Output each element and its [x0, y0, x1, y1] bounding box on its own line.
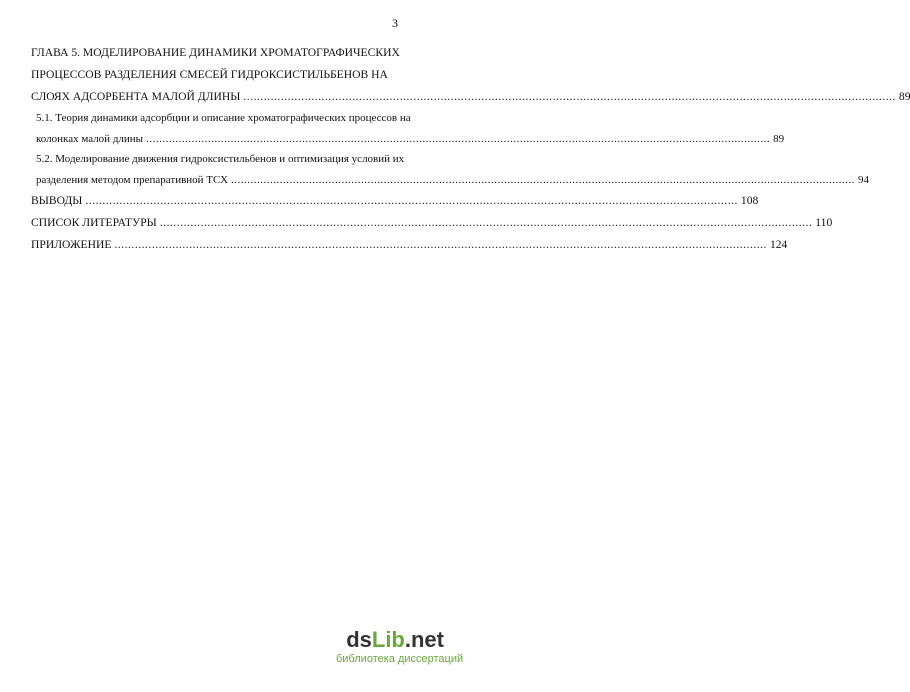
toc-entry-text: ВЫВОДЫ [31, 194, 83, 207]
toc-page-number: 124 [769, 238, 788, 251]
toc-page-number: 89 [773, 132, 785, 145]
toc-entry-chapter-5 [31, 42, 910, 108]
dot-leader [146, 129, 770, 150]
toc-page-number: 89 [898, 90, 910, 103]
toc-entry-appendix [31, 234, 788, 256]
toc-page-number: 94 [858, 173, 870, 186]
toc-entry-references [31, 212, 833, 234]
toc-entry-text: ПРОЦЕССОВ РАЗДЕЛЕНИЯ СМЕСЕЙ ГИДРОКСИСТИЛЬБЕНОВ НА [31, 68, 388, 81]
page-number: 3 [392, 16, 398, 30]
toc-entry-text: 5.1. Теория динамики адсорбции и описание хроматографических процессов на [36, 112, 411, 124]
toc-entry-text: колонках малой длины [36, 132, 144, 145]
dot-leader [114, 234, 767, 256]
dslib-logo: dsLib.net [346, 627, 444, 652]
toc-entry-text: СПИСОК ЛИТЕРАТУРЫ [31, 216, 157, 229]
toc-entry-section-5-2 [31, 149, 870, 190]
dslib-caption: библиотека диссертаций [336, 653, 464, 665]
toc-entry-section-5-1 [31, 108, 785, 149]
toc-entry-text: ГЛАВА 5. МОДЕЛИРОВАНИЕ ДИНАМИКИ ХРОМАТОГРАФИЧЕСКИХ [31, 46, 400, 59]
dot-leader [243, 86, 896, 108]
toc-entry-conclusions [31, 190, 759, 212]
dslib-watermark [336, 627, 464, 666]
toc-entry-text: 5.2. Моделирование движения гидроксистильбенов и оптимизация условий их [36, 153, 405, 165]
toc-page-number: 108 [740, 194, 759, 207]
dot-leader [160, 212, 813, 234]
toc-entry-text: разделения методом препаративной ТСХ [36, 173, 229, 186]
dot-leader [85, 190, 738, 212]
dot-leader [231, 170, 855, 191]
toc-page-number: 110 [815, 216, 833, 229]
toc-entry-text: СЛОЯХ АДСОРБЕНТА МАЛОЙ ДЛИНЫ [31, 90, 241, 103]
table-of-contents [31, 42, 910, 256]
toc-entry-text: ПРИЛОЖЕНИЕ [31, 238, 112, 251]
